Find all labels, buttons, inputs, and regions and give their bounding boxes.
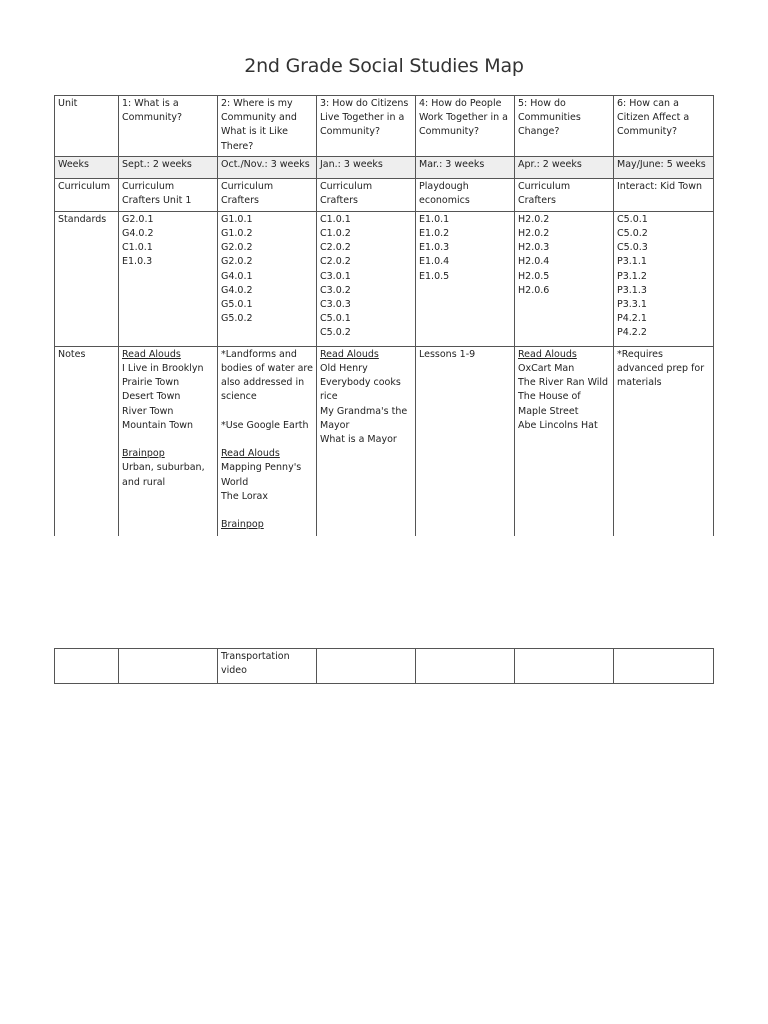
notes-5-cell [515, 346, 614, 536]
standard-code: P3.1.1 [617, 256, 647, 268]
standard-code: C3.0.1 [320, 270, 351, 282]
book-title: Mapping Penny's World [221, 462, 302, 488]
continuation-table [54, 648, 714, 684]
standard-code: E1.0.4 [419, 256, 450, 268]
unit-6-cell: 6: How can a Citizen Affect a Community? [614, 96, 714, 157]
read-alouds-heading: Read Alouds [518, 348, 577, 360]
continuation-cell [317, 649, 416, 684]
standard-code: E1.0.2 [419, 228, 450, 240]
standard-code: P4.2.1 [617, 313, 647, 325]
brainpop-heading: Brainpop [221, 519, 264, 531]
curriculum-5-cell: Curriculum Crafters [515, 178, 614, 211]
standard-code: E1.0.3 [419, 242, 450, 254]
standard-code: C5.0.1 [320, 313, 351, 325]
book-title: OxCart Man [518, 363, 575, 375]
standard-code: P3.1.3 [617, 284, 647, 296]
standard-code: H2.0.5 [518, 270, 550, 282]
standard-code: H2.0.6 [518, 284, 550, 296]
standards-1-cell [119, 211, 218, 346]
notes-2-cell [218, 346, 317, 536]
standard-code: G2.0.2 [221, 256, 253, 268]
standard-code: C1.0.1 [122, 242, 153, 254]
standards-3-cell [317, 211, 416, 346]
standards-5-cell [515, 211, 614, 346]
note-text: *Landforms and bodies of water are also addressed in science [221, 348, 313, 403]
book-title: Everybody cooks rice [320, 377, 401, 403]
book-title: Desert Town [122, 391, 181, 403]
curriculum-2-cell: Curriculum Crafters [218, 178, 317, 211]
standards-label: Standards [55, 211, 119, 346]
book-title: The House of Maple Street [518, 391, 581, 417]
standard-code: C3.0.2 [320, 284, 351, 296]
page-title: 2nd Grade Social Studies Map [244, 55, 524, 77]
standard-code: E1.0.3 [122, 256, 153, 268]
standard-code: C5.0.1 [617, 213, 648, 225]
standard-code: C5.0.3 [617, 242, 648, 254]
continuation-row [55, 649, 714, 684]
weeks-row [55, 156, 714, 178]
standard-code: G1.0.2 [221, 228, 253, 240]
standard-code: C1.0.1 [320, 213, 351, 225]
standard-code: H2.0.3 [518, 242, 550, 254]
book-title: Old Henry [320, 363, 368, 375]
brainpop-heading: Brainpop [122, 448, 165, 460]
social-studies-map-table [54, 95, 714, 536]
weeks-4-cell: Mar.: 3 weeks [416, 156, 515, 178]
notes-4-cell: Lessons 1-9 [416, 346, 515, 536]
standards-6-cell [614, 211, 714, 346]
continuation-cell: Transportation video [218, 649, 317, 684]
standard-code: C5.0.2 [320, 327, 351, 339]
unit-row [55, 96, 714, 157]
book-title: Mountain Town [122, 419, 194, 431]
weeks-1-cell: Sept.: 2 weeks [119, 156, 218, 178]
notes-1-cell [119, 346, 218, 536]
notes-6-cell: *Requires advanced prep for materials [614, 346, 714, 536]
standards-2-cell [218, 211, 317, 346]
standard-code: H2.0.4 [518, 256, 550, 268]
standards-4-cell [416, 211, 515, 346]
standard-code: C2.0.2 [320, 256, 351, 268]
standard-code: G5.0.1 [221, 299, 253, 311]
standard-code: P3.3.1 [617, 299, 647, 311]
standard-code: G1.0.1 [221, 213, 253, 225]
curriculum-3-cell: Curriculum Crafters [317, 178, 416, 211]
book-title: I Live in Brooklyn [122, 363, 204, 375]
standard-code: G2.0.2 [221, 242, 253, 254]
standard-code: E1.0.5 [419, 270, 450, 282]
weeks-3-cell: Jan.: 3 weeks [317, 156, 416, 178]
unit-5-cell: 5: How do Communities Change? [515, 96, 614, 157]
notes-label: Notes [55, 346, 119, 536]
note-text: *Use Google Earth [221, 419, 309, 431]
continuation-cell [55, 649, 119, 684]
read-alouds-heading: Read Alouds [320, 348, 379, 360]
book-title: Prairie Town [122, 377, 180, 389]
read-alouds-heading: Read Alouds [122, 348, 181, 360]
standard-code: G4.0.2 [122, 228, 154, 240]
continuation-cell [416, 649, 515, 684]
book-title: The River Ran Wild [518, 377, 609, 389]
weeks-label: Weeks [55, 156, 119, 178]
unit-1-cell: 1: What is a Community? [119, 96, 218, 157]
read-alouds-heading: Read Alouds [221, 448, 280, 460]
weeks-5-cell: Apr.: 2 weeks [515, 156, 614, 178]
standard-code: C3.0.3 [320, 299, 351, 311]
book-title: My Grandma's the Mayor [320, 405, 408, 431]
standard-code: G5.0.2 [221, 313, 253, 325]
weeks-2-cell: Oct./Nov.: 3 weeks [218, 156, 317, 178]
notes-row [55, 346, 714, 536]
continuation-cell [119, 649, 218, 684]
curriculum-4-cell: Playdough economics [416, 178, 515, 211]
curriculum-label: Curriculum [55, 178, 119, 211]
curriculum-1-cell: Curriculum Crafters Unit 1 [119, 178, 218, 211]
notes-3-cell [317, 346, 416, 536]
book-title: River Town [122, 405, 174, 417]
unit-4-cell: 4: How do People Work Together in a Community? [416, 96, 515, 157]
curriculum-6-cell: Interact: Kid Town [614, 178, 714, 211]
standard-code: P3.1.2 [617, 270, 647, 282]
curriculum-row [55, 178, 714, 211]
standard-code: G2.0.1 [122, 213, 154, 225]
weeks-6-cell: May/June: 5 weeks [614, 156, 714, 178]
unit-3-cell: 3: How do Citizens Live Together in a Community? [317, 96, 416, 157]
unit-2-cell: 2: Where is my Community and What is it Like There? [218, 96, 317, 157]
standard-code: G4.0.1 [221, 270, 253, 282]
unit-label: Unit [55, 96, 119, 157]
standard-code: P4.2.2 [617, 327, 647, 339]
book-title: Abe Lincolns Hat [518, 419, 598, 431]
standard-code: H2.0.2 [518, 228, 550, 240]
continuation-cell [614, 649, 714, 684]
standard-code: G4.0.2 [221, 284, 253, 296]
book-title: The Lorax [221, 490, 268, 502]
continuation-cell [515, 649, 614, 684]
standard-code: C1.0.2 [320, 228, 351, 240]
standard-code: C2.0.2 [320, 242, 351, 254]
book-title: What is a Mayor [320, 434, 397, 446]
standard-code: E1.0.1 [419, 213, 450, 225]
standard-code: H2.0.2 [518, 213, 550, 225]
brainpop-topic: Urban, suburban, and rural [122, 462, 205, 488]
standard-code: C5.0.2 [617, 228, 648, 240]
standards-row [55, 211, 714, 346]
